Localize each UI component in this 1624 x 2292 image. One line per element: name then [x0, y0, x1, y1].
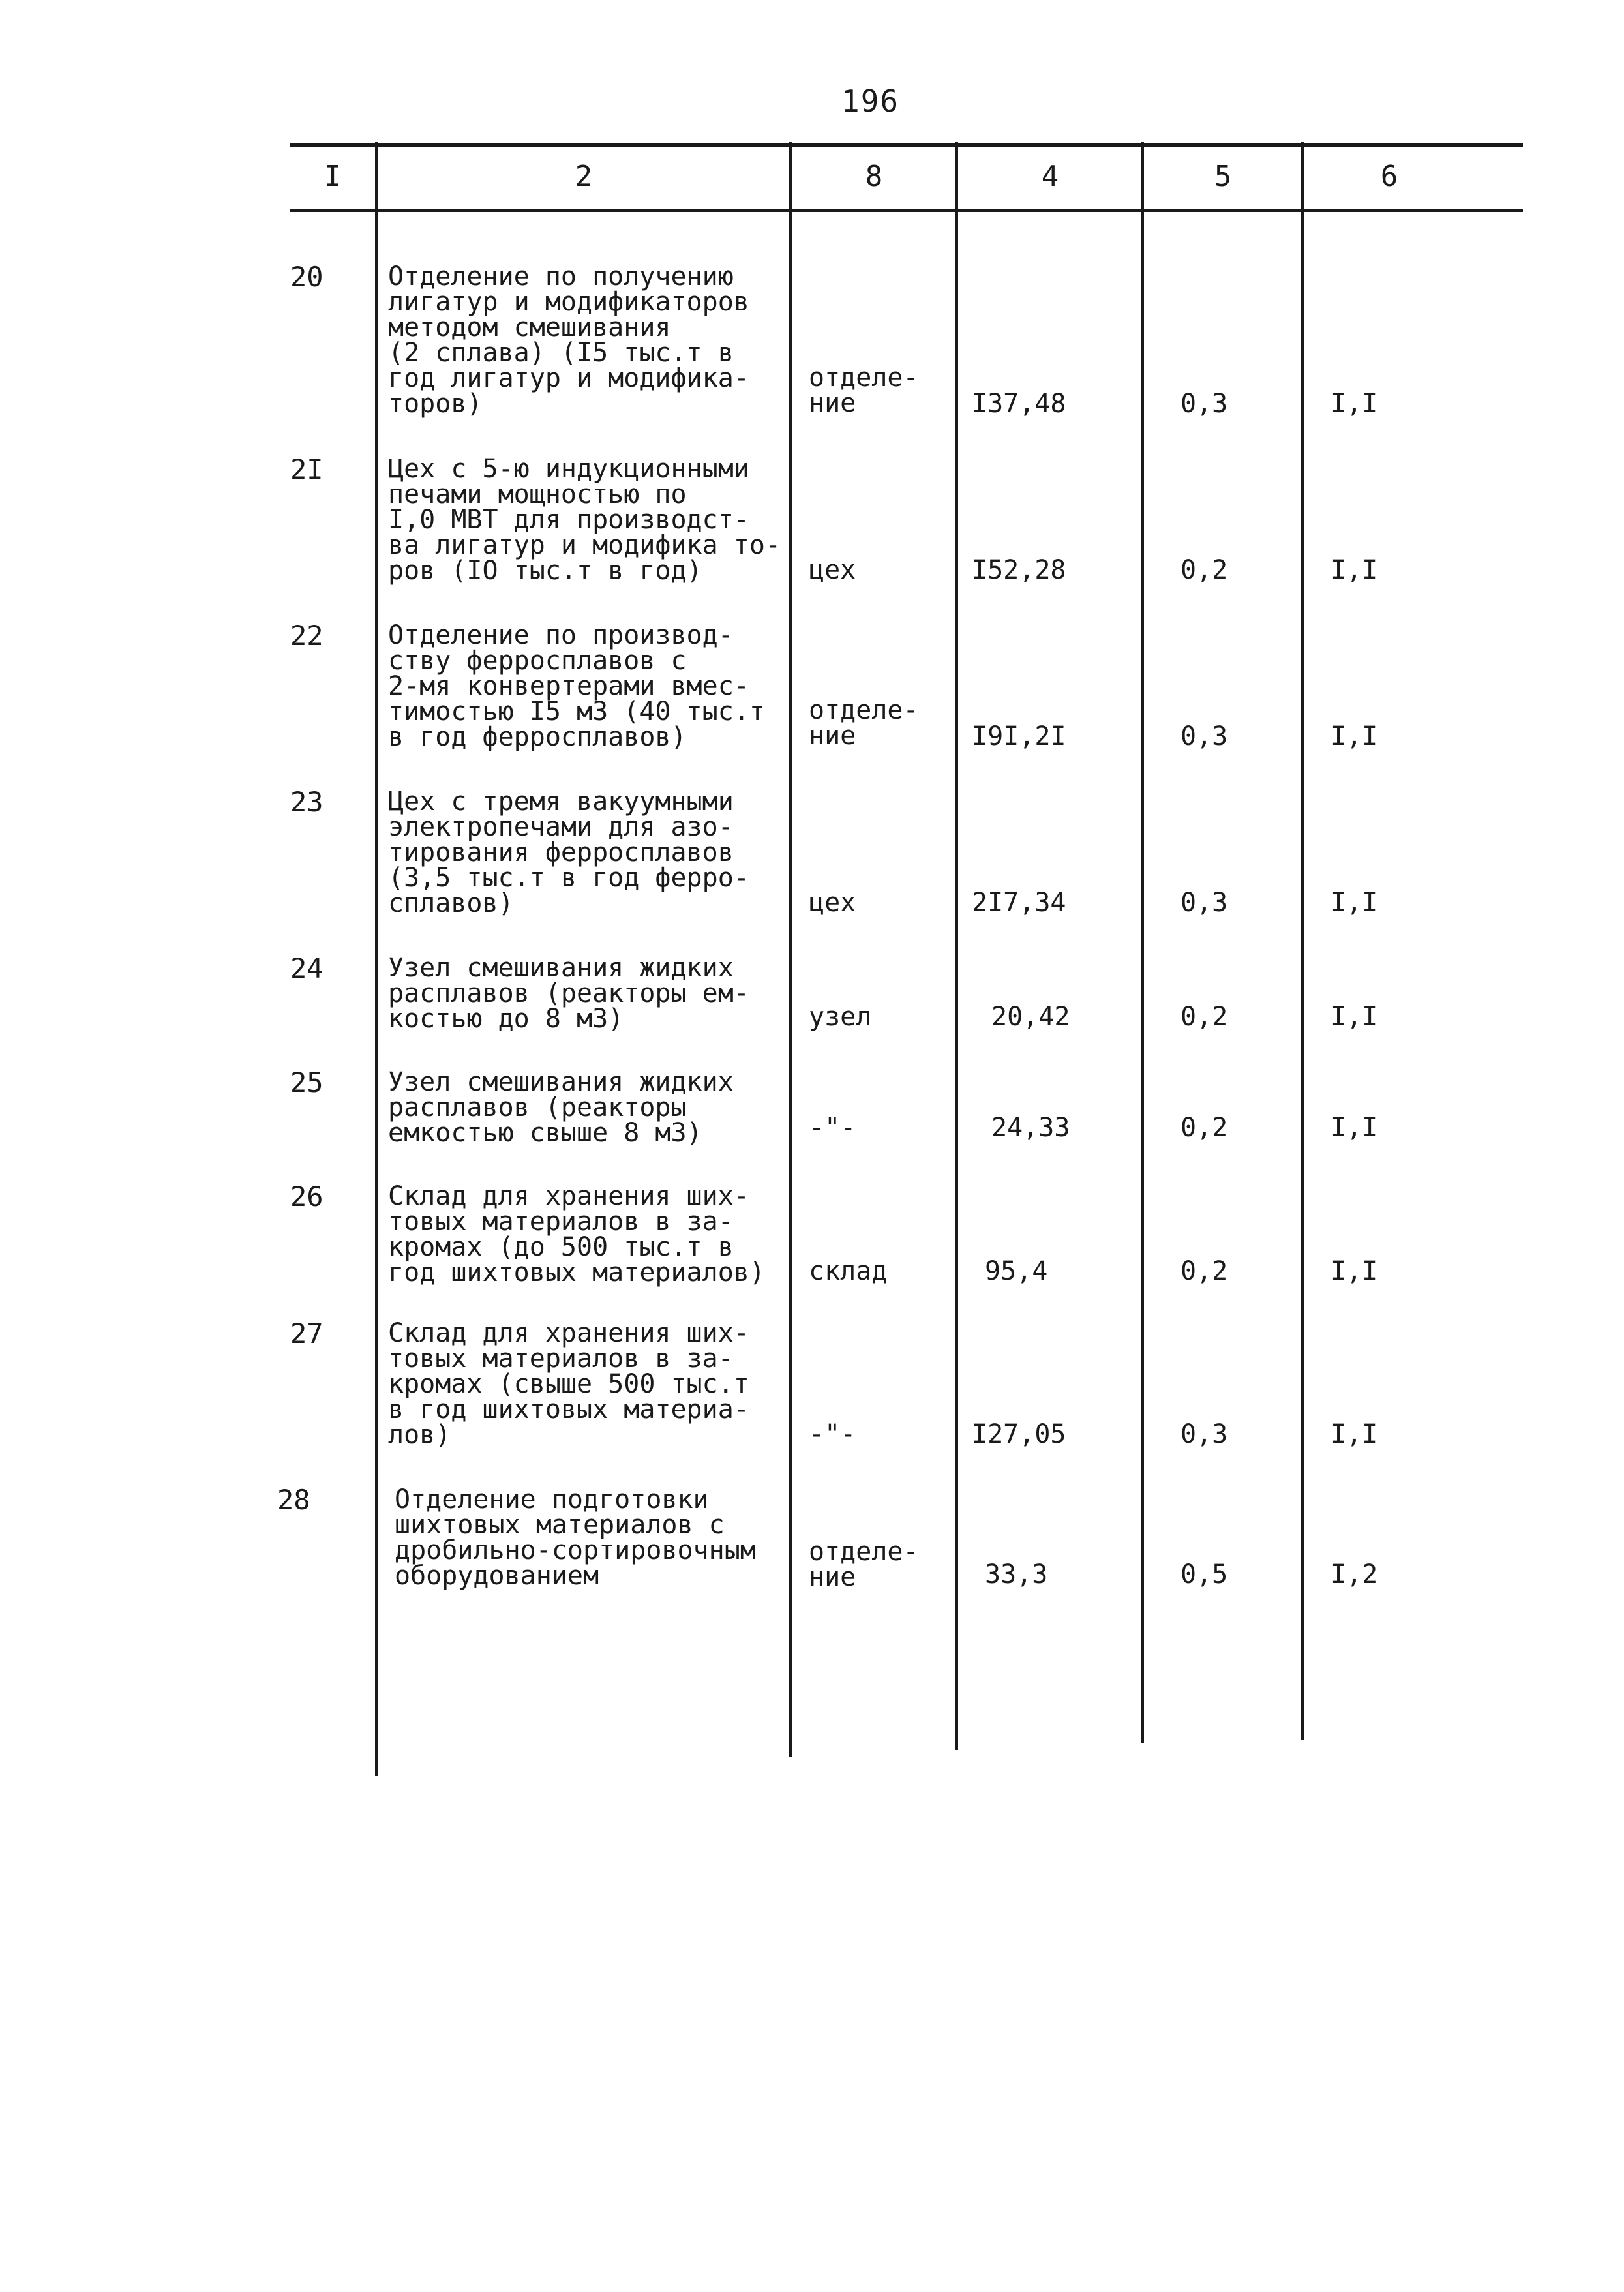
- row-description: Отделение по производ- ству ферросплавов с 2-мя конвертерами вмес- тимостью I5 м3 (40 тыс.т в год ферросплавов): [388, 620, 765, 752]
- row-number: 23: [290, 786, 323, 818]
- row-value-6: I,I: [1331, 1113, 1378, 1143]
- column-header-3: 8: [865, 160, 883, 193]
- row-description: Склад для хранения ших- товых материалов в за- кромах (свыше 500 тыс.т в год шихтовых материа- лов): [388, 1318, 749, 1450]
- row-value-4: I9I,2I: [972, 721, 1066, 751]
- row-unit: отделе- ние: [809, 695, 919, 751]
- column-header-2: 2: [575, 160, 593, 193]
- row-number: 26: [290, 1181, 323, 1213]
- row-unit: узел: [809, 1002, 872, 1032]
- row-description: Склад для хранения ших- товых материалов в за- кромах (до 500 тыс.т в год шихтовых материалов): [388, 1181, 765, 1288]
- row-value-4: I37,48: [972, 389, 1066, 419]
- row-number: 2I: [290, 453, 323, 485]
- row-value-4: I27,05: [972, 1419, 1066, 1449]
- row-value-5: 0,3: [1180, 1419, 1228, 1449]
- row-description: Отделение по получению лигатур и модификаторов методом смешивания (2 сплава) (I5 тыс.т в год лигатур и модифика- торов): [388, 262, 749, 419]
- row-value-4: I52,28: [972, 555, 1066, 585]
- column-header-1: I: [323, 160, 342, 193]
- row-value-5: 0,3: [1180, 888, 1228, 918]
- row-number: 25: [290, 1066, 323, 1098]
- row-value-6: I,I: [1331, 1256, 1378, 1286]
- row-value-4: 20,42: [991, 1002, 1070, 1032]
- row-value-5: 0,2: [1180, 1256, 1228, 1286]
- row-value-5: 0,2: [1180, 1113, 1228, 1143]
- row-value-4: 2I7,34: [972, 888, 1066, 918]
- page-number: 196: [841, 83, 900, 119]
- row-unit: склад: [809, 1256, 888, 1286]
- column-divider: [955, 142, 958, 1750]
- row-value-6: I,I: [1331, 389, 1378, 419]
- row-value-6: I,I: [1331, 888, 1378, 918]
- row-unit: -"-: [809, 1113, 856, 1143]
- row-number: 27: [290, 1318, 323, 1350]
- column-header-6: 6: [1380, 160, 1398, 193]
- row-value-6: I,I: [1331, 1419, 1378, 1449]
- row-unit: цех: [809, 888, 856, 918]
- row-number: 28: [277, 1484, 310, 1516]
- row-number: 22: [290, 620, 323, 652]
- row-description: Узел смешивания жидких расплавов (реакторы емкостью свыше 8 м3): [388, 1067, 734, 1148]
- row-unit: отделе- ние: [809, 1537, 919, 1592]
- row-description: Узел смешивания жидких расплавов (реакторы ем- костью до 8 м3): [388, 953, 749, 1034]
- table-header-rule: [290, 209, 1523, 212]
- row-value-6: I,I: [1331, 555, 1378, 585]
- row-description: Цех с тремя вакуумными электропечами для азо- тирования ферросплавов (3,5 тыс.т в год ферро- сплавов): [388, 787, 749, 918]
- row-value-6: I,I: [1331, 721, 1378, 751]
- row-value-4: 33,3: [985, 1560, 1048, 1590]
- row-value-6: I,I: [1331, 1002, 1378, 1032]
- row-number: 24: [290, 952, 323, 984]
- column-header-4: 4: [1041, 160, 1059, 193]
- row-unit: цех: [809, 555, 856, 585]
- row-description: Отделение подготовки шихтовых материалов с дробильно-сортировочным оборудованием: [395, 1485, 756, 1591]
- table-top-rule: [290, 143, 1523, 147]
- row-unit: -"-: [809, 1419, 856, 1449]
- row-unit: отделе- ние: [809, 363, 919, 418]
- row-number: 20: [290, 261, 323, 293]
- row-description: Цех с 5-ю индукционными печами мощностью по I,0 МВТ для производст- ва лигатур и модифика то- ров (IO тыс.т в год): [388, 454, 781, 586]
- row-value-4: 95,4: [985, 1256, 1048, 1286]
- row-value-4: 24,33: [991, 1113, 1070, 1143]
- row-value-5: 0,2: [1180, 1002, 1228, 1032]
- row-value-6: I,2: [1331, 1560, 1378, 1590]
- row-value-5: 0,3: [1180, 721, 1228, 751]
- column-divider: [1301, 142, 1304, 1740]
- row-value-5: 0,5: [1180, 1560, 1228, 1590]
- column-divider: [1141, 142, 1144, 1743]
- column-header-5: 5: [1214, 160, 1232, 193]
- row-value-5: 0,3: [1180, 389, 1228, 419]
- column-divider: [375, 142, 378, 1776]
- row-value-5: 0,2: [1180, 555, 1228, 585]
